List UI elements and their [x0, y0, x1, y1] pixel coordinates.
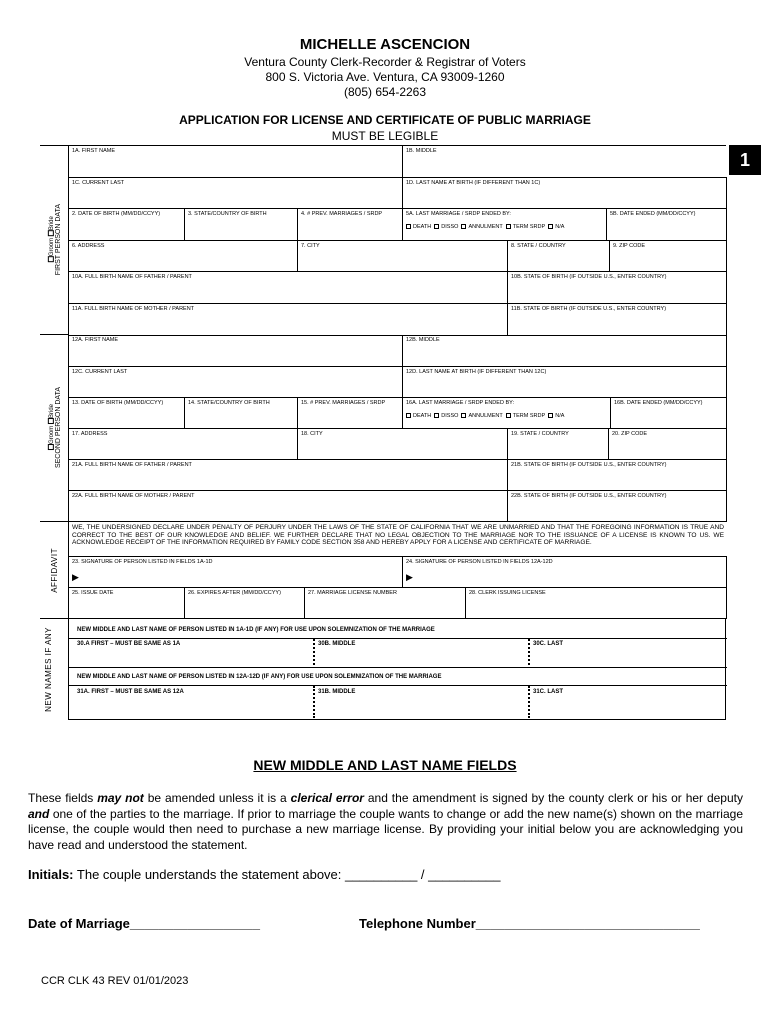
field-4[interactable]: 4. # PREV. MARRIAGES / SRDP	[298, 209, 403, 241]
person2-data-label: SECOND PERSON DATA	[54, 387, 62, 469]
field-30a[interactable]: 30.A FIRST – MUST BE SAME AS 1A	[77, 641, 181, 647]
new-names-block	[68, 619, 726, 720]
groom-checkbox[interactable]	[48, 257, 54, 263]
death2-label: DEATH	[413, 412, 432, 419]
form-subtitle: MUST BE LEGIBLE	[331, 129, 439, 143]
field-16a[interactable]	[403, 398, 611, 429]
field-2[interactable]: 2. DATE OF BIRTH (MM/DD/CCYY)	[69, 209, 185, 241]
affidavit-side-label: AFFIDAVIT	[49, 547, 59, 593]
field-1b[interactable]: 1B. MIDDLE	[403, 146, 727, 178]
notice-text-1: These fields	[28, 791, 98, 805]
field-1c[interactable]: 1C. CURRENT LAST	[69, 178, 403, 209]
field-21b[interactable]: 21B. STATE OF BIRTH (IF OUTSIDE U.S., ENTER COUNTRY)	[508, 460, 727, 491]
notice-and: and	[28, 806, 50, 821]
notice-may-not: may not	[97, 791, 144, 805]
person1-side-label: Groom Bride FIRST PERSON DATA	[48, 204, 62, 276]
na-checkbox[interactable]	[548, 224, 553, 229]
field-14[interactable]: 14. STATE/COUNTRY OF BIRTH	[185, 398, 298, 429]
field-3[interactable]: 3. STATE/COUNTRY OF BIRTH	[185, 209, 298, 241]
telephone-field[interactable]: Telephone Number_______________________________	[359, 916, 700, 931]
field-15[interactable]: 15. # PREV. MARRIAGES / SRDP	[298, 398, 403, 429]
field-10a[interactable]: 10A. FULL BIRTH NAME OF FATHER / PARENT	[69, 272, 508, 304]
person1-side	[40, 145, 68, 335]
affidavit-side	[40, 522, 68, 619]
field-25[interactable]: 25. ISSUE DATE	[69, 588, 185, 619]
field-23[interactable]	[69, 556, 403, 588]
field-12d[interactable]: 12D. LAST NAME AT BIRTH (IF DIFFERENT THAN 12C)	[403, 367, 727, 398]
divider-31c	[528, 686, 530, 718]
field-24-label: 24. SIGNATURE OF PERSON LISTED IN FIELDS 12A-12D	[406, 559, 553, 565]
term2-checkbox[interactable]	[506, 413, 511, 418]
affidavit-block	[68, 522, 726, 619]
initials-line[interactable]	[28, 867, 500, 882]
field-16a-label: 16A. LAST MARRIAGE / SRDP ENDED BY:	[406, 400, 514, 406]
field-12a[interactable]: 12A. FIRST NAME	[69, 335, 403, 367]
notice-clerical-error: clerical error	[290, 791, 364, 805]
notice-paragraph	[28, 791, 743, 853]
initials-text: The couple understands the statement above: __________ / __________	[73, 867, 501, 882]
notice-title: NEW MIDDLE AND LAST NAME FIELDS	[253, 757, 517, 773]
divider-1	[69, 638, 727, 639]
notice-text-3: and the amendment is signed by the county clerk or his or her deputy	[363, 791, 743, 805]
death2-checkbox[interactable]	[406, 413, 411, 418]
office-name: Ventura County Clerk-Recorder & Registrar of Voters	[244, 55, 526, 69]
field-22b[interactable]: 22B. STATE OF BIRTH (IF OUTSIDE U.S., ENTER COUNTRY)	[508, 491, 727, 522]
initials-label: Initials:	[28, 867, 74, 882]
field-13[interactable]: 13. DATE OF BIRTH (MM/DD/CCYY)	[69, 398, 185, 429]
field-30b[interactable]: 30B. MIDDLE	[318, 641, 356, 647]
term-label: TERM SRDP	[512, 223, 546, 230]
sign-arrow-icon-2: ▶	[406, 571, 413, 582]
field-30c[interactable]: 30C. LAST	[533, 641, 564, 647]
field-20[interactable]: 20. ZIP CODE	[609, 429, 727, 460]
field-7[interactable]: 7. CITY	[298, 241, 508, 272]
form-title: APPLICATION FOR LICENSE AND CERTIFICATE OF PUBLIC MARRIAGE	[179, 113, 591, 127]
field-1d[interactable]: 1D. LAST NAME AT BIRTH (IF DIFFERENT THAN 1C)	[403, 178, 727, 209]
person1-grid	[68, 145, 726, 335]
date-of-marriage-field[interactable]: Date of Marriage__________________	[28, 916, 261, 931]
field-18[interactable]: 18. CITY	[298, 429, 508, 460]
field-11a[interactable]: 11A. FULL BIRTH NAME OF MOTHER / PARENT	[69, 304, 508, 336]
field-31b[interactable]: 31B. MIDDLE	[318, 689, 356, 695]
field-27[interactable]: 27. MARRIAGE LICENSE NUMBER	[305, 588, 466, 619]
field-24[interactable]	[403, 556, 727, 588]
field-10b[interactable]: 10B. STATE OF BIRTH (IF OUTSIDE U.S., ENTER COUNTRY)	[508, 272, 727, 304]
field-5a-label: 5A. LAST MARRIAGE / SRDP ENDED BY:	[406, 211, 511, 217]
field-9[interactable]: 9. ZIP CODE	[610, 241, 727, 272]
field-16b[interactable]: 16B. DATE ENDED (MM/DD/CCYY)	[611, 398, 727, 429]
affidavit-text: WE, THE UNDERSIGNED DECLARE UNDER PENALTY OF PERJURY UNDER THE LAWS OF THE STATE OF CALIFORNIA THAT WE ARE UNMARRIED AND THAT THE FOREGOING INFORMATION IS TRUE AND CORRECT TO THE BEST OF OUR KNOWLEDGE AND BELIEF. WE FURTHER DECLARE THAT NO LEGAL OBJECTION TO THE MARRIAGE NOR TO THE ISSUANCE OF A LICENSE IS KNOWN TO US. WE ACKNOWLEDGE RECEIPT OF THE INFORMATION REQUIRED BY FAMILY CODE SECTION 358 AND HEREBY APPLY FOR A LICENSE AND CERTIFICATE OF MARRIAGE.	[72, 524, 724, 547]
field-6[interactable]: 6. ADDRESS	[69, 241, 298, 272]
annulment2-label: ANNULMENT	[468, 412, 503, 419]
person2-grid	[68, 335, 726, 522]
disso-label: DISSO	[441, 223, 459, 230]
field-1a[interactable]: 1A. FIRST NAME	[69, 146, 403, 178]
annulment-label: ANNULMENT	[468, 223, 503, 230]
field-5a[interactable]	[403, 209, 607, 241]
divider-3	[69, 685, 727, 686]
field-17[interactable]: 17. ADDRESS	[69, 429, 298, 460]
field-31a[interactable]: 31A. FIRST – MUST BE SAME AS 12A	[77, 689, 184, 695]
divider-30b	[313, 639, 315, 665]
field-12b[interactable]: 12B. MIDDLE	[403, 335, 727, 367]
na-label: N/A	[555, 223, 565, 230]
field-5b[interactable]: 5B. DATE ENDED (MM/DD/CCYY)	[607, 209, 727, 241]
term2-label: TERM SRDP	[512, 412, 546, 419]
disso2-label: DISSO	[441, 412, 459, 419]
page-badge: 1	[729, 145, 761, 175]
disso-checkbox[interactable]	[434, 224, 439, 229]
divider-30c	[528, 639, 530, 665]
field-11b[interactable]: 11B. STATE OF BIRTH (IF OUTSIDE U.S., ENTER COUNTRY)	[508, 304, 727, 336]
ended-by-options	[406, 224, 603, 231]
office-phone: (805) 654-2263	[343, 85, 427, 99]
notice-text-2: be amended unless it is a	[143, 791, 291, 805]
bride-checkbox[interactable]	[48, 231, 54, 237]
person2-side-label: Groom Bride SECOND PERSON DATA	[48, 387, 62, 469]
death-label: DEATH	[413, 223, 432, 230]
field-19[interactable]: 19. STATE / COUNTRY	[508, 429, 609, 460]
person2-side	[40, 335, 68, 522]
field-31c[interactable]: 31C. LAST	[533, 689, 564, 695]
clerk-name: MICHELLE ASCENCION	[299, 36, 471, 53]
new-names-heading-2: NEW MIDDLE AND LAST NAME OF PERSON LISTED IN 12A-12D (IF ANY) FOR USE UPON SOLEMNIZATION OF THE MARRIAGE	[77, 674, 442, 680]
new-names-side-label: NEW NAMES IF ANY	[44, 627, 53, 712]
field-12c[interactable]: 12C. CURRENT LAST	[69, 367, 403, 398]
na2-checkbox[interactable]	[548, 413, 553, 418]
death-checkbox[interactable]	[406, 224, 411, 229]
person1-data-label: FIRST PERSON DATA	[54, 204, 62, 276]
field-8[interactable]: 8. STATE / COUNTRY	[508, 241, 610, 272]
groom2-checkbox[interactable]	[48, 445, 54, 451]
annulment2-checkbox[interactable]	[461, 413, 466, 418]
field-28[interactable]: 28. CLERK ISSUING LICENSE	[466, 588, 727, 619]
field-22a[interactable]: 22A. FULL BIRTH NAME OF MOTHER / PARENT	[69, 491, 508, 522]
sign-arrow-icon: ▶	[72, 571, 79, 582]
notice-text-4: one of the parties to the marriage. If prior to marriage the couple wants to change or add the new name(s) shown on the marriage license, the couple would then need to purchase a new marriage license. By providing your initial below you are acknowledging you have read and understood the statement.	[28, 806, 743, 852]
term-checkbox[interactable]	[506, 224, 511, 229]
new-names-heading-1: NEW MIDDLE AND LAST NAME OF PERSON LISTED IN 1A-1D (IF ANY) FOR USE UPON SOLEMNIZATION OF THE MARRIAGE	[77, 627, 435, 633]
disso2-checkbox[interactable]	[434, 413, 439, 418]
field-23-label: 23. SIGNATURE OF PERSON LISTED IN FIELDS 1A-1D	[72, 559, 213, 565]
field-21a[interactable]: 21A. FULL BIRTH NAME OF FATHER / PARENT	[69, 460, 508, 491]
ended-by-options-2	[406, 413, 607, 420]
office-address: 800 S. Victoria Ave. Ventura, CA 93009-1260	[265, 70, 505, 84]
na2-label: N/A	[555, 412, 565, 419]
bride2-checkbox[interactable]	[48, 419, 54, 425]
divider-31b	[313, 686, 315, 718]
form-code: CCR CLK 43 REV 01/01/2023	[41, 975, 189, 987]
new-names-side	[40, 619, 68, 720]
field-26[interactable]: 26. EXPIRES AFTER (MM/DD/CCYY)	[185, 588, 305, 619]
annulment-checkbox[interactable]	[461, 224, 466, 229]
divider-2	[69, 667, 727, 668]
